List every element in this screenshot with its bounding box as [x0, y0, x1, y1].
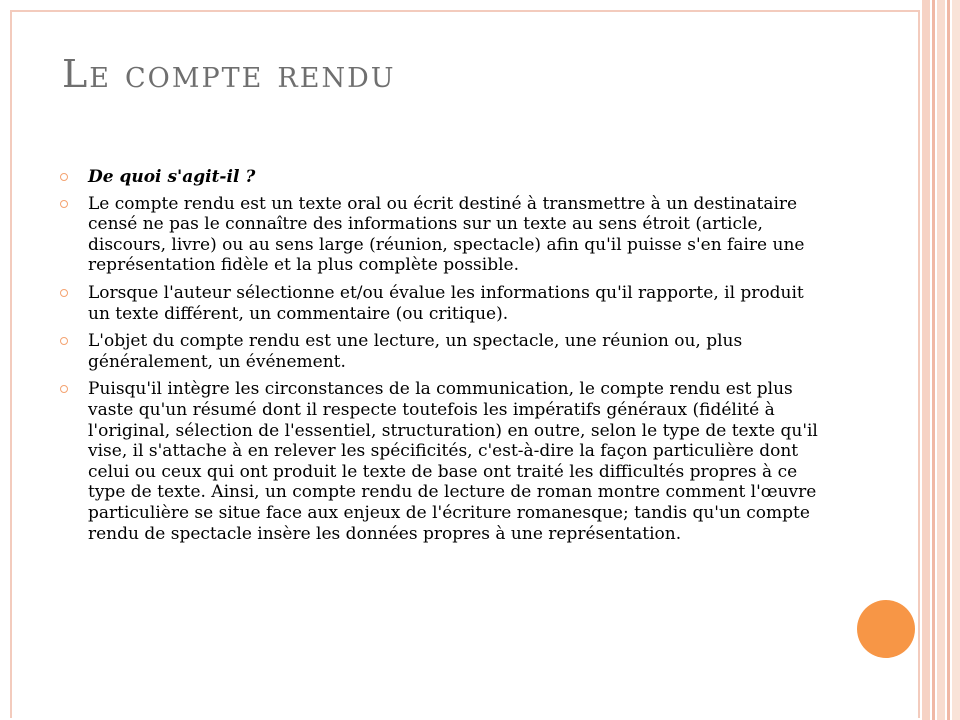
bullet-text: Puisqu'il intègre les circonstances de la communication, le compte rendu est plus vaste qu'un résumé dont il respecte toutefois les impératifs généraux (fidélité à l'original, sélection de l'essentiel, structuration) en outre, selon le type de texte qu'il vise, il s'attache à en relever les spécificités, c'est-à-dire la façon particulière dont celui ou ceux qui ont produit le texte de base ont traité les difficultés propres à ce type de texte. Ainsi, un compte rendu de lecture de roman montre comment l'œuvre particulière se situe face aux enjeux de l'écriture romanesque; tandis qu'un compte rendu de spectacle insère les données propres à une représentation. [88, 379, 818, 544]
list-item [58, 194, 828, 276]
decorative-band [922, 0, 930, 720]
list-item [58, 283, 828, 324]
bullet-text: De quoi s'agit-il ? [88, 167, 256, 187]
decorative-band [937, 0, 945, 720]
bullet-circle-icon [60, 385, 68, 393]
list-item [58, 167, 828, 188]
bullet-text: Le compte rendu est un texte oral ou écrit destiné à transmettre à un destinataire censé ne pas le connaître des informations sur un texte au sens étroit (article, discours, livre) ou au sens large (réunion, spectacle) afin qu'il puisse s'en faire une représentation fidèle et la plus complète possible. [88, 193, 805, 276]
slide-title: Le compte rendu [62, 52, 396, 96]
bullet-circle-icon [60, 173, 68, 181]
bullet-circle-icon [60, 337, 68, 345]
list-item [58, 379, 828, 544]
list-item [58, 331, 828, 372]
bullet-circle-icon [60, 289, 68, 297]
decorative-orange-circle [857, 600, 915, 658]
bullet-list [58, 167, 828, 551]
decorative-band [952, 0, 960, 720]
bullet-text: L'objet du compte rendu est une lecture, un spectacle, une réunion ou, plus généralement, un événement. [88, 331, 743, 372]
decorative-band [932, 0, 935, 720]
bullet-text: Lorsque l'auteur sélectionne et/ou évalue les informations qu'il rapporte, il produit un texte différent, un commentaire (ou critique). [88, 282, 804, 324]
decorative-band [947, 0, 950, 720]
bullet-circle-icon [60, 200, 68, 208]
